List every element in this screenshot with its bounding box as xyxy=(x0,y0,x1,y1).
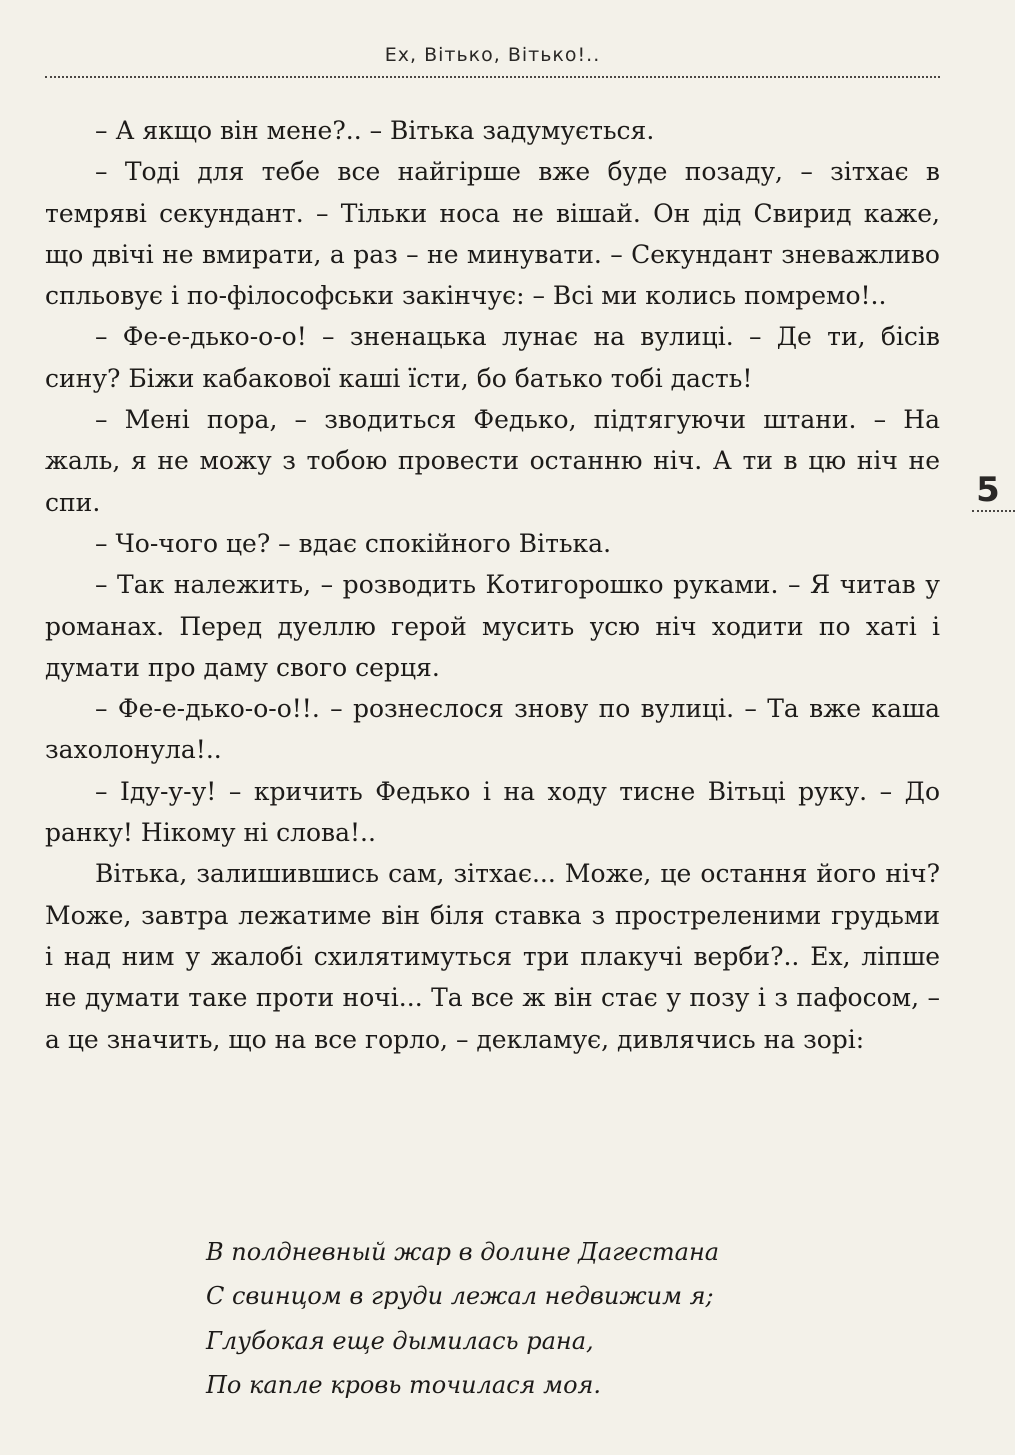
paragraph: – Тоді для тебе все найгірше вже буде позаду, – зітхає в темряві секундант. – Тільки носа не вішай. Он дід Свирид каже, що двічі не вмирати, а раз – не минувати. – Секундант зневажливо спльовує і по-філософськи закінчує: – Всі ми колись помремо!.. xyxy=(45,157,940,311)
poem-quote xyxy=(206,1230,936,1407)
paragraph: – Фе-е-дько-о-о! – зненацька лунає на вулиці. – Де ти, бісів сину? Біжи кабакової каші їсти, бо батько тобі дасть! xyxy=(45,322,940,393)
paragraph: – А якщо він мене?.. – Вітька задумується. xyxy=(95,116,655,145)
paragraph: – Мені пора, – зводиться Федько, підтягуючи штани. – На жаль, я не можу з тобою провести останню ніч. А ти в цю ніч не спи. xyxy=(45,405,940,517)
paragraph: – Чо-чого це? – вдає спокійного Вітька. xyxy=(95,528,612,558)
poem-line: В полдневный жар в долине Дагестана xyxy=(206,1238,720,1266)
page-number: 5 xyxy=(976,470,1000,510)
paragraph: – Іду-у-у! – кричить Федько і на ходу тисне Вітьці руку. – До ранку! Нікому ні слова!.. xyxy=(45,776,940,848)
paragraph: – Фе-е-дько-о-о!!. – рознеслося знову по вулиці. – Та вже каша захолонула!.. xyxy=(45,694,940,765)
page-number-divider xyxy=(972,510,1015,512)
paragraph: – Так належить, – розводить Котигорошко руками. – Я читав у романах. Перед дуеллю герой мусить усю ніч ходити по хаті і думати про даму свого серця. xyxy=(45,570,940,682)
running-title: Ех, Вітько, Вітько!.. xyxy=(384,44,601,66)
body-text xyxy=(45,110,940,1060)
paragraph: Вітька, залишившись сам, зітхає... Може, це остання його ніч? Може, завтра лежатиме він біля ставка з прострелeними грудьми і над ним у жалобі схилятимуться три плакучі верби?.. Ех, ліпше не думати таке проти ночі... Та все ж він стає у позу і з пафосом, – а це значить, що на все горло, – декламує, дивлячись на зорі: xyxy=(45,859,940,1054)
header-divider xyxy=(45,76,940,78)
poem-line: С свинцом в груди лежал недвижим я; xyxy=(206,1282,714,1311)
poem-line: По капле кровь точилася моя. xyxy=(206,1370,602,1399)
poem-line: Глубокая еще дымилась рана, xyxy=(206,1326,594,1355)
